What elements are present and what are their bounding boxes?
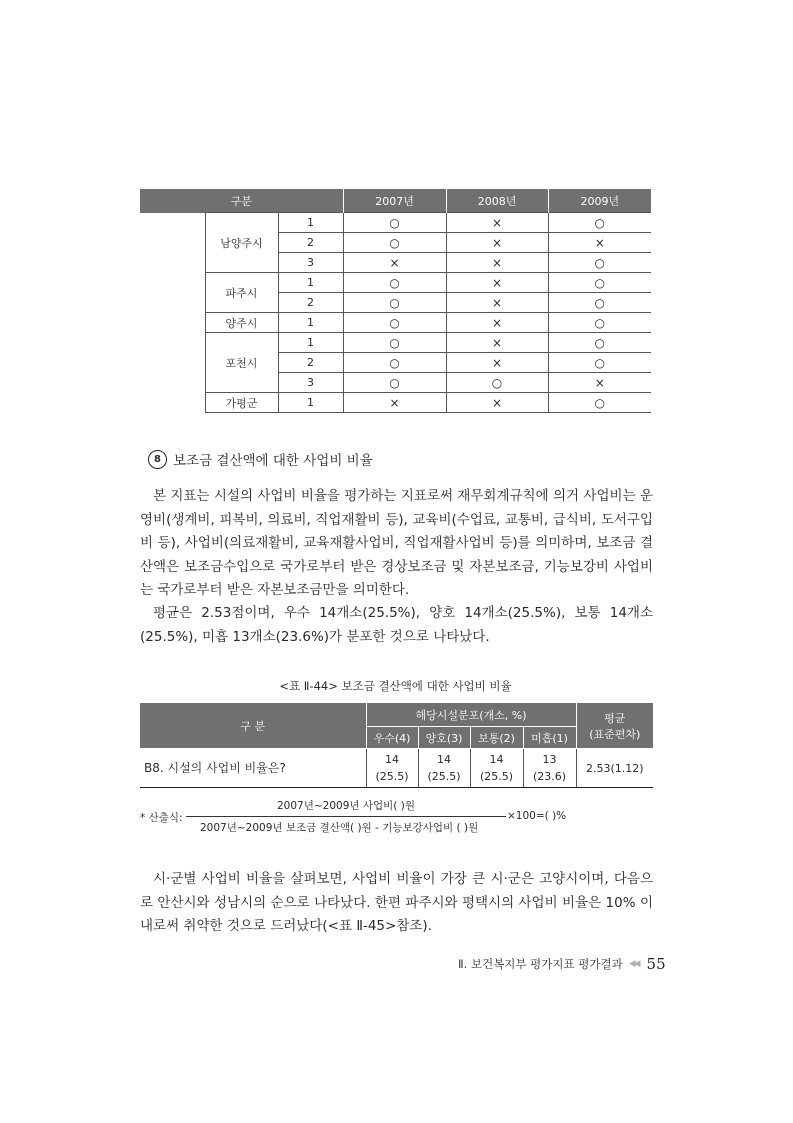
mark-2008: × bbox=[446, 333, 548, 353]
row-label: B8. 시설의 사업비 비율은? bbox=[140, 749, 366, 788]
mark-2008: × bbox=[446, 273, 548, 293]
region-cell: 양주시 bbox=[205, 313, 278, 333]
table-row bbox=[140, 313, 651, 333]
table-row bbox=[140, 333, 651, 353]
mark-2009: ○ bbox=[548, 213, 651, 233]
percent-value: (23.6) bbox=[532, 770, 567, 783]
table-header-row bbox=[140, 189, 651, 213]
table-row bbox=[140, 749, 653, 788]
business-ratio-table bbox=[140, 703, 653, 788]
mark-2009: ○ bbox=[548, 293, 651, 313]
mark-2007: ○ bbox=[343, 333, 446, 353]
percent-value: (25.5) bbox=[479, 770, 514, 783]
facility-number: 1 bbox=[278, 333, 343, 353]
header-distribution: 해당시설분포(개소, %) bbox=[366, 703, 576, 727]
paragraph-text: 시·군별 사업비 비율을 살펴보면, 사업비 비율이 가장 큰 시·군은 고양시이며, 다음으로 안산시와 성남시의 순으로 나타났다. 한편 파주시와 평택시의 사업비 비율은 10% 이내로써 취약한 것으로 드러났다(<표 Ⅱ-45>참조). bbox=[140, 871, 653, 934]
percent-value: (25.5) bbox=[375, 770, 409, 783]
grade-good: 양호(3) bbox=[418, 727, 470, 749]
mark-2009: ○ bbox=[548, 353, 651, 373]
facility-year-table bbox=[140, 189, 651, 413]
header-2009: 2009년 bbox=[548, 189, 651, 213]
body-paragraph-2 bbox=[140, 602, 653, 649]
body-paragraph-1 bbox=[140, 485, 653, 603]
section-title: 보조금 결산액에 대한 사업비 비율 bbox=[173, 453, 373, 469]
grade-excellent: 우수(4) bbox=[366, 727, 418, 749]
page-footer bbox=[458, 955, 666, 973]
table-row bbox=[140, 273, 651, 293]
header-average bbox=[576, 703, 653, 749]
formula-numerator: 2007년~2009년 사업비( )원 bbox=[277, 800, 415, 812]
body-paragraph-3 bbox=[140, 868, 653, 939]
grade-cell bbox=[418, 749, 470, 788]
table-row bbox=[140, 393, 651, 413]
paragraph-text: 평균은 2.53점이며, 우수 14개소(25.5%), 양호 14개소(25.5%), 보통 14개소(25.5%), 미흡 13개소(23.6%)가 분포한 것으로 나타났다. bbox=[140, 605, 653, 645]
percent-value: (25.5) bbox=[427, 770, 461, 783]
facility-number: 1 bbox=[278, 213, 343, 233]
region-cell: 가평군 bbox=[205, 393, 278, 413]
mark-2009: ○ bbox=[548, 393, 651, 413]
mark-2009: × bbox=[548, 373, 651, 393]
facility-number: 2 bbox=[278, 233, 343, 253]
facility-number: 3 bbox=[278, 373, 343, 393]
header-average-sub: (표준편차) bbox=[589, 727, 641, 741]
formula-suffix: ×100=( )% bbox=[507, 810, 567, 822]
count-value: 14 bbox=[385, 753, 399, 766]
section-heading bbox=[148, 449, 373, 469]
mark-2008: × bbox=[446, 233, 548, 253]
formula-fraction-line bbox=[186, 816, 506, 817]
header-2008: 2008년 bbox=[446, 189, 548, 213]
mark-2007: ○ bbox=[343, 213, 446, 233]
facility-number: 1 bbox=[278, 393, 343, 413]
mark-2007: ○ bbox=[343, 313, 446, 333]
table-caption: <표 Ⅱ-44> 보조금 결산액에 대한 사업비 비율 bbox=[279, 679, 512, 693]
facility-number: 3 bbox=[278, 253, 343, 273]
table-header-row bbox=[140, 703, 653, 727]
mark-2008: ○ bbox=[446, 373, 548, 393]
mark-2007: ○ bbox=[343, 373, 446, 393]
grade-cell bbox=[366, 749, 418, 788]
mark-2008: × bbox=[446, 293, 548, 313]
region-group-blank bbox=[140, 213, 205, 413]
grade-fair: 보통(2) bbox=[470, 727, 523, 749]
count-value: 14 bbox=[437, 753, 451, 766]
region-cell: 포천시 bbox=[205, 333, 278, 393]
paragraph-text: 본 지표는 시설의 사업비 비율을 평가하는 지표로써 재무회계규칙에 의거 사업비는 운영비(생계비, 피복비, 의료비, 직업재활비 등), 교육비(수업료, 교통비, 급식비, 도서구입비 등), 사업비(의료재활비, 교육재활사업비, 직업재활사업비 등)를 의미하며, 보조금 결산액은 보조금수입으로 국가로부터 받은 경상보조금 및 자본보조금, 기능보강비 사업비는 국가로부터 받은 자본보조금만을 의미한다. bbox=[140, 488, 653, 598]
mark-2008: × bbox=[446, 313, 548, 333]
mark-2007: ○ bbox=[343, 293, 446, 313]
mark-2009: ○ bbox=[548, 313, 651, 333]
chapter-title: Ⅱ. 보건복지부 평가지표 평가결과 bbox=[458, 957, 623, 971]
mark-2008: × bbox=[446, 353, 548, 373]
formula-prefix: * 산출식: bbox=[140, 812, 183, 824]
mark-2008: × bbox=[446, 393, 548, 413]
grade-poor: 미흡(1) bbox=[523, 727, 576, 749]
average-value: 2.53(1.12) bbox=[576, 749, 653, 788]
mark-2009: ○ bbox=[548, 333, 651, 353]
formula-denominator: 2007년~2009년 보조금 결산액( )원 - 기능보강사업비 ( )원 bbox=[200, 822, 479, 834]
header-category: 구분 bbox=[140, 189, 343, 213]
facility-number: 1 bbox=[278, 273, 343, 293]
page-number: 55 bbox=[646, 955, 666, 973]
mark-2007: ○ bbox=[343, 233, 446, 253]
mark-2009: ○ bbox=[548, 273, 651, 293]
count-value: 14 bbox=[489, 753, 504, 766]
header-average-label: 평균 bbox=[604, 711, 626, 725]
mark-2007: ○ bbox=[343, 353, 446, 373]
section-number-icon: 8 bbox=[148, 450, 167, 469]
mark-2008: × bbox=[446, 253, 548, 273]
facility-number: 2 bbox=[278, 353, 343, 373]
double-triangle-icon: ◀◀ bbox=[628, 959, 639, 969]
grade-cell bbox=[470, 749, 523, 788]
table-row bbox=[140, 213, 651, 233]
region-cell: 남양주시 bbox=[205, 213, 278, 273]
mark-2007: × bbox=[343, 393, 446, 413]
mark-2009: × bbox=[548, 233, 651, 253]
header-2007: 2007년 bbox=[343, 189, 446, 213]
mark-2007: ○ bbox=[343, 273, 446, 293]
count-value: 13 bbox=[542, 753, 557, 766]
mark-2008: × bbox=[446, 213, 548, 233]
facility-number: 2 bbox=[278, 293, 343, 313]
mark-2009: ○ bbox=[548, 253, 651, 273]
region-cell: 파주시 bbox=[205, 273, 278, 313]
mark-2007: × bbox=[343, 253, 446, 273]
header-category: 구 분 bbox=[140, 703, 366, 749]
facility-number: 1 bbox=[278, 313, 343, 333]
grade-cell bbox=[523, 749, 576, 788]
